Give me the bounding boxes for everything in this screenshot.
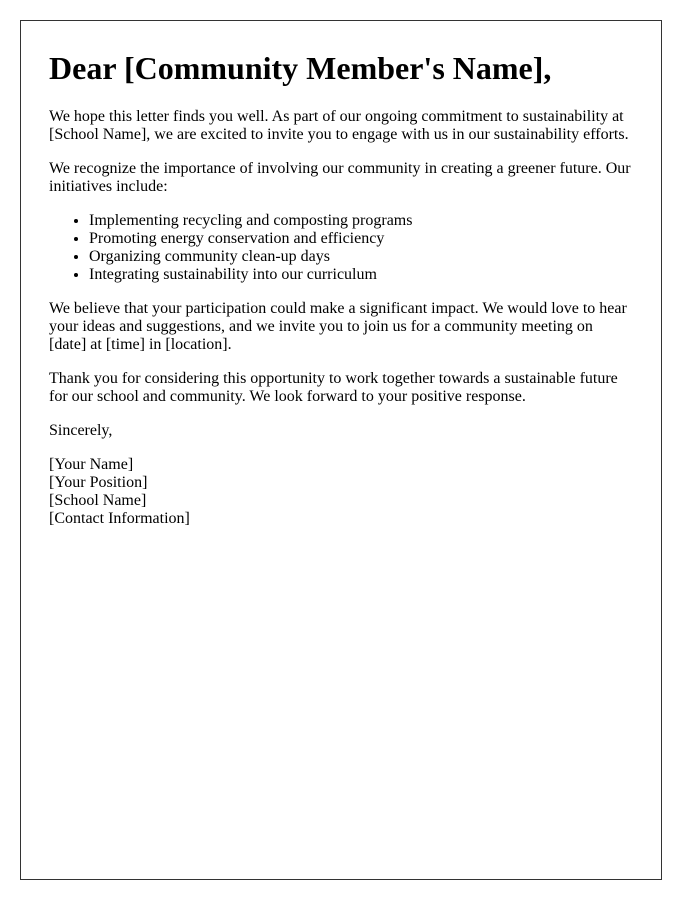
- initiatives-intro-paragraph: We recognize the importance of involving our community in creating a greener future. Our initiatives include:: [49, 160, 631, 195]
- invitation-paragraph: We believe that your participation could make a significant impact. We would love to hear your ideas and suggestions, and we invite you to join us for a community meeting on [date] at [time] in [location].: [49, 300, 627, 353]
- list-item: • Implementing recycling and composting programs: [89, 212, 633, 230]
- list-item: • Organizing community clean-up days: [89, 248, 633, 266]
- letter-page: [20, 20, 662, 880]
- list-item: • Integrating sustainability into our curriculum: [89, 266, 633, 284]
- initiatives-list: [49, 212, 633, 284]
- closing-line: Sincerely,: [49, 422, 113, 439]
- salutation-heading: Dear [Community Member's Name],: [49, 50, 552, 86]
- signature-block: [49, 456, 633, 528]
- intro-paragraph: We hope this letter finds you well. As part of our ongoing commitment to sustainability at [School Name], we are excited to invite you to engage with us in our sustainability efforts.: [49, 108, 629, 143]
- signature-school: [School Name]: [49, 492, 147, 509]
- list-item: • Promoting energy conservation and efficiency: [89, 230, 633, 248]
- thank-you-paragraph: Thank you for considering this opportunity to work together towards a sustainable future for our school and community. We look forward to your positive response.: [49, 370, 618, 405]
- signature-contact: [Contact Information]: [49, 510, 190, 527]
- signature-name: [Your Name]: [49, 456, 134, 473]
- signature-position: [Your Position]: [49, 474, 148, 491]
